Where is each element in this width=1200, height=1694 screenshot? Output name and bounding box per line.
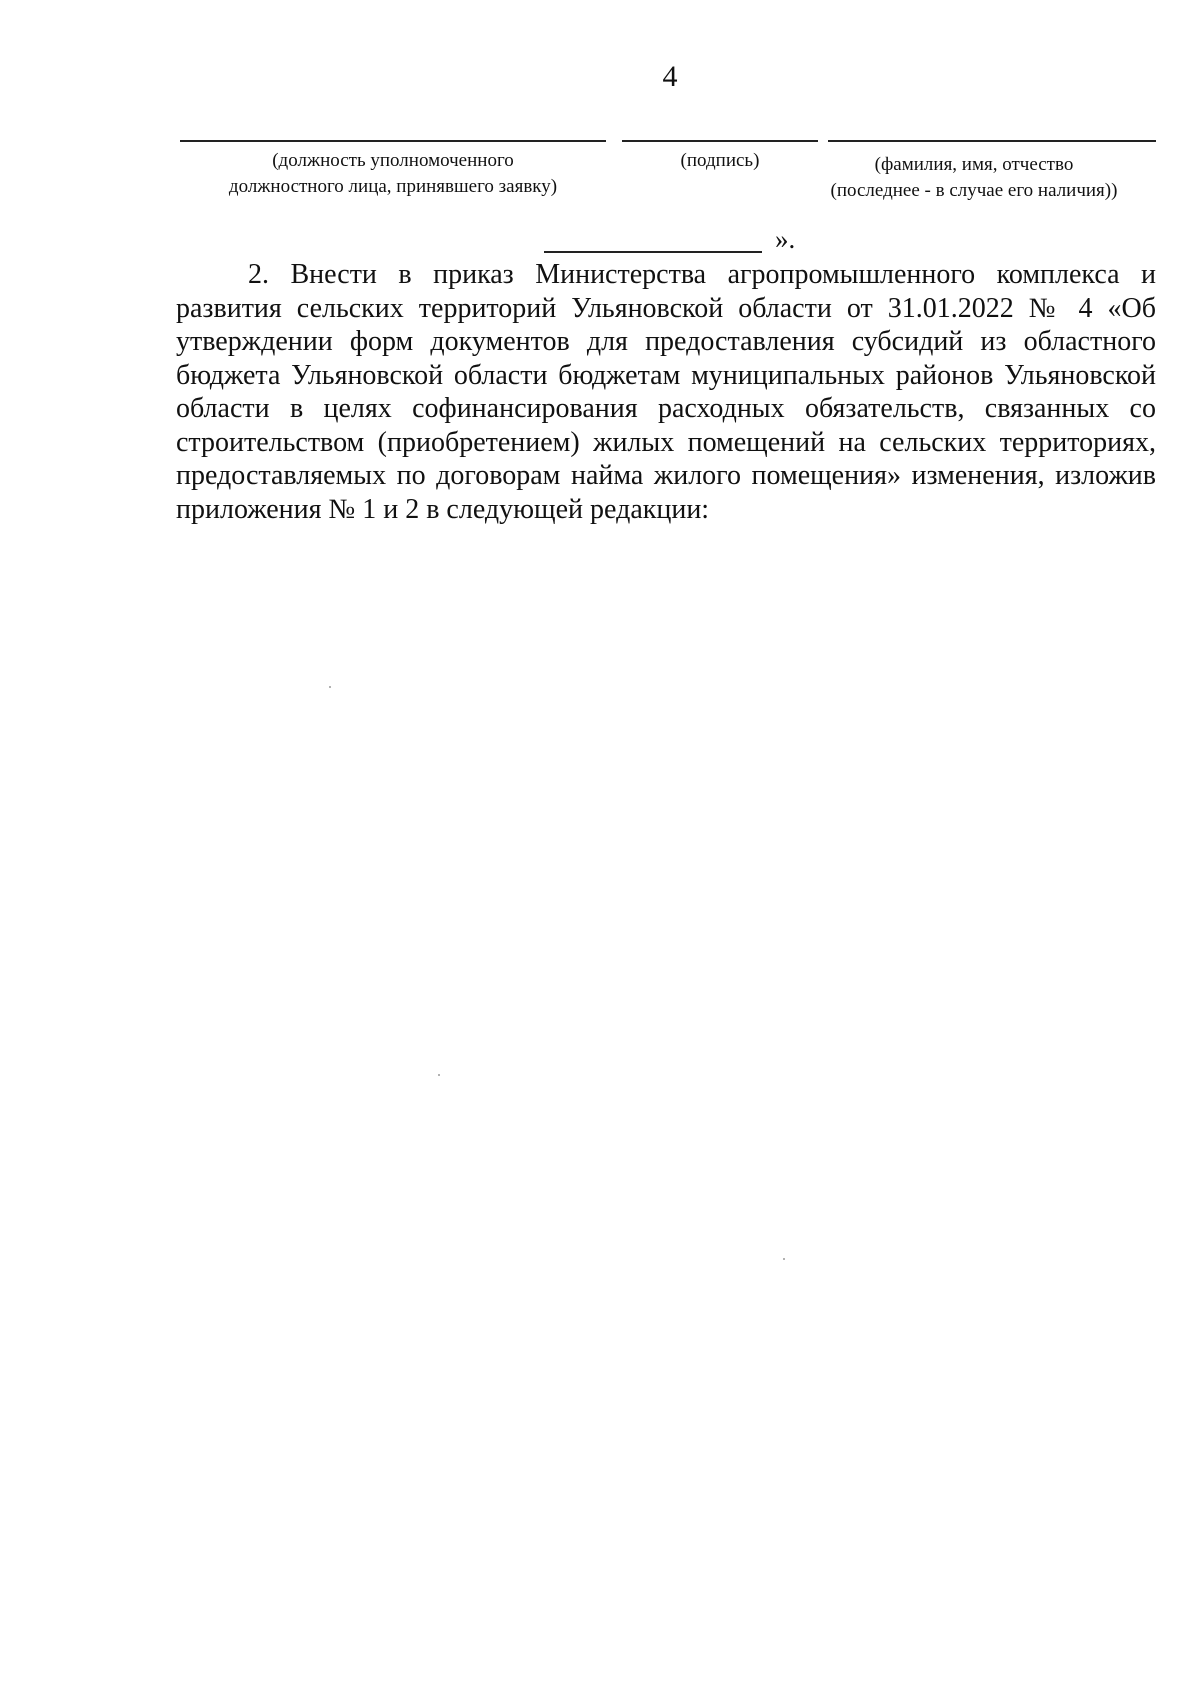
signature-line <box>622 140 818 142</box>
scan-speck <box>783 1258 785 1260</box>
position-signature-line <box>180 140 606 142</box>
position-caption-line2: должностного лица, принявшего заявку) <box>228 176 558 197</box>
scan-speck <box>329 686 331 688</box>
name-caption-line2: (последнее - в случае его наличия)) <box>830 180 1118 201</box>
signature-caption: (подпись) <box>680 150 760 171</box>
name-caption <box>790 152 1158 204</box>
position-caption-line1: (должность уполномоченного <box>272 150 514 171</box>
position-caption <box>180 148 606 200</box>
scan-speck <box>438 1074 440 1076</box>
date-line <box>544 251 762 253</box>
name-signature-line <box>828 140 1156 142</box>
name-caption-line1: (фамилия, имя, отчество <box>874 154 1074 175</box>
page-number: 4 <box>662 60 678 93</box>
paragraph-2: 2. Внести в приказ Министерства агропромышленного комплекса и развития сельских территорий Ульяновской области от 31.01.2022 № 4 «Об утверждении форм документов для предоставления субсидий из областного бюджета Ульяновской области бюджетам муниципальных районов Ульяновской области в целях софинансирования расходных обязательств, связанных со строительством (приобретением) жилых помещений на сельских территориях, предоставляемых по договорам найма жилого помещения» изменения, изложив приложения № 1 и 2 в следующей редакции: <box>176 259 1156 525</box>
date-closing-quote: ». <box>775 224 796 254</box>
